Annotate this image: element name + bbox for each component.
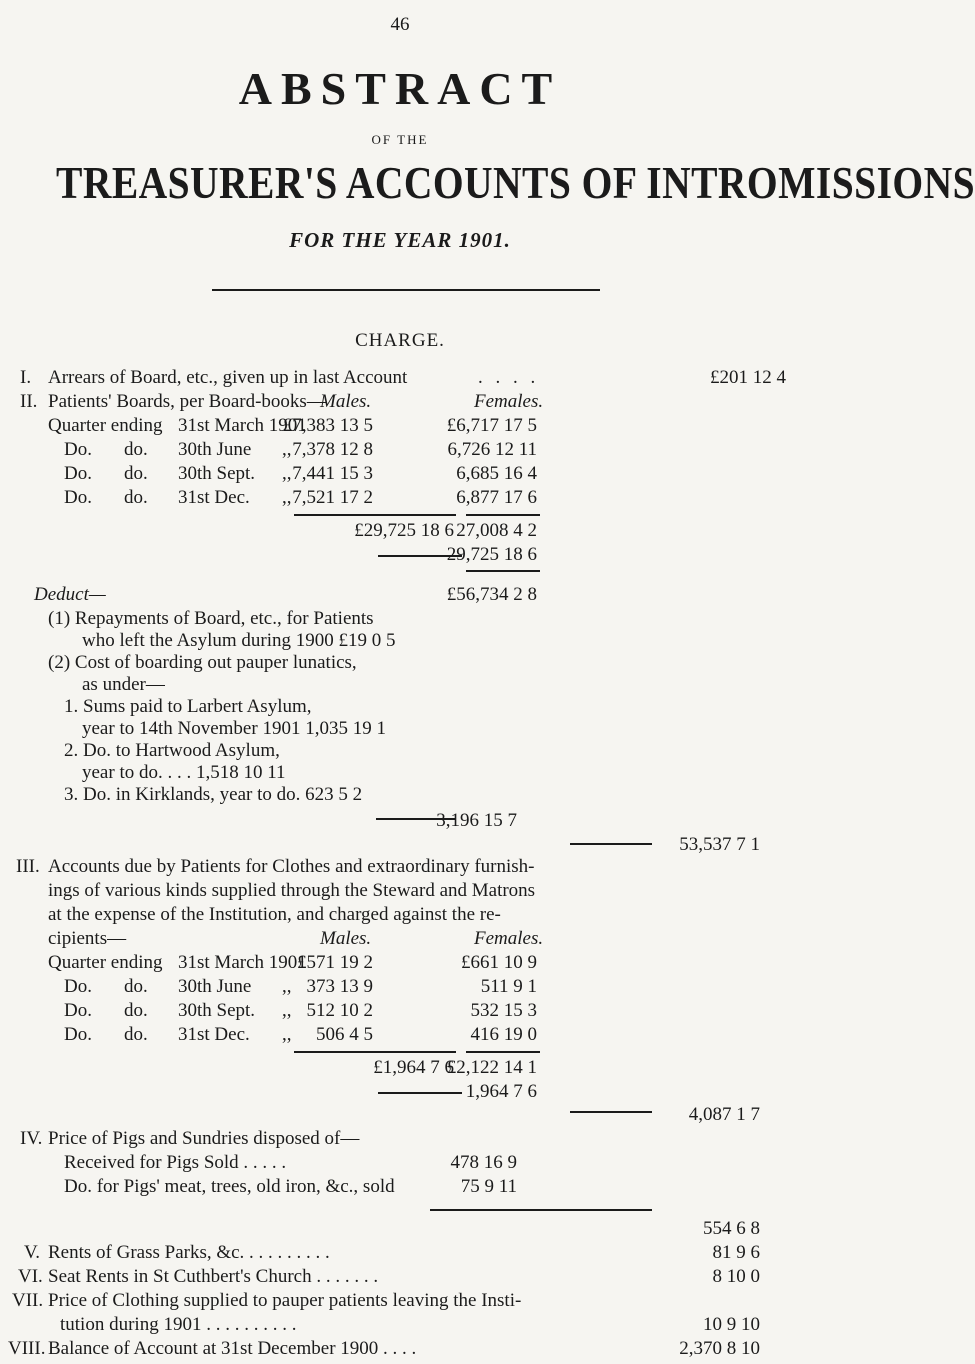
table-cell-label: Quarter ending xyxy=(48,415,163,436)
section-4-total: 554 6 8 xyxy=(703,1218,760,1239)
table-cell-males: 7,521 17 2 xyxy=(292,487,373,508)
section-3-line-1: Accounts due by Patients for Clothes and extraordinary furnish- xyxy=(48,856,535,877)
section-2-text: Patients' Boards, per Board-books— xyxy=(48,391,326,412)
section-4-row-2-amount: 75 9 11 xyxy=(460,1176,517,1197)
table-cell-ditto: ,, xyxy=(282,976,292,997)
deduct-label: Deduct— xyxy=(34,584,106,605)
table-cell-date: 31st Dec. xyxy=(178,487,250,508)
table-cell-label-2: do. xyxy=(124,487,148,508)
table-cell-females: 511 9 1 xyxy=(480,976,537,997)
table-cell-males: £7,383 13 5 xyxy=(282,415,373,436)
table-cell-ditto: ,, xyxy=(282,1000,292,1021)
table-cell-date: 31st March 1901 xyxy=(178,952,307,973)
section-3-line-4: cipients— xyxy=(48,928,127,949)
section-2-net-amount: 53,537 7 1 xyxy=(679,834,760,855)
section-7-amount: 10 9 10 xyxy=(703,1314,760,1335)
section-2-number: II. xyxy=(20,391,38,412)
table-cell-ditto: ,, xyxy=(282,439,292,460)
males-subtotal-rule xyxy=(294,514,456,516)
table-cell-date: 30th June xyxy=(178,976,252,997)
table-cell-date: 31st Dec. xyxy=(178,1024,250,1045)
table-cell-females: 532 15 3 xyxy=(470,1000,537,1021)
table-cell-females: 6,877 17 6 xyxy=(456,487,537,508)
section-3-number: III. xyxy=(16,856,40,877)
grand-rule xyxy=(466,570,540,572)
table-cell-ditto: ,, xyxy=(282,487,292,508)
deduct-item-1-line-2: who left the Asylum during 1900 £19 0 5 xyxy=(82,630,396,651)
heading-rule xyxy=(212,289,600,291)
net-rule-1 xyxy=(570,843,652,845)
table-cell-date: 30th June xyxy=(178,439,252,460)
table-cell-label-2: do. xyxy=(124,1000,148,1021)
deduct-item-1-line-1: (1) Repayments of Board, etc., for Patients xyxy=(48,608,374,629)
deduct-total: 3,196 15 7 xyxy=(436,810,517,831)
section-5-amount: 81 9 6 xyxy=(712,1242,760,1263)
table-cell-label-2: do. xyxy=(124,976,148,997)
section-2-grand-total: £56,734 2 8 xyxy=(446,584,537,605)
section-3-line-2: ings of various kinds supplied through the Steward and Matrons xyxy=(48,880,536,901)
table-cell-males: £571 19 2 xyxy=(297,952,373,973)
section-2-females-header: Females. xyxy=(474,391,544,412)
deduct-sub-3: 3. Do. in Kirklands, year to do. 623 5 2 xyxy=(64,784,363,805)
table-cell-ditto: ,, xyxy=(282,1024,292,1045)
table-cell-ditto: ,, xyxy=(282,463,292,484)
page-number: 46 xyxy=(390,14,410,35)
section-3-net-amount: 4,087 1 7 xyxy=(688,1104,760,1125)
table-cell-females: £6,717 17 5 xyxy=(446,415,537,436)
section-4-row-1-text: Received for Pigs Sold . . . . . xyxy=(64,1152,287,1173)
section-7-number: VII. xyxy=(12,1290,44,1311)
year-heading: FOR THE YEAR 1901. xyxy=(289,228,511,252)
table-cell-label: Quarter ending xyxy=(48,952,163,973)
section-7-line-1: Price of Clothing supplied to pauper patients leaving the Insti- xyxy=(48,1290,522,1311)
section-4-row-1-amount: 478 16 9 xyxy=(450,1152,517,1173)
section-3-males-carried: 1,964 7 6 xyxy=(465,1081,537,1102)
table-cell-males: 512 10 2 xyxy=(306,1000,373,1021)
section-3-females-rule xyxy=(466,1051,540,1053)
section-8-amount: 2,370 8 10 xyxy=(679,1338,760,1359)
table-cell-label: Do. xyxy=(64,463,92,484)
table-cell-females: 6,685 16 4 xyxy=(456,463,537,484)
section-4-row-2-text: Do. for Pigs' meat, trees, old iron, &c., sold xyxy=(64,1176,395,1197)
section-1-number: I. xyxy=(20,367,32,388)
table-cell-males: 7,378 12 8 xyxy=(292,439,373,460)
table-cell-females: 6,726 12 11 xyxy=(447,439,537,460)
table-cell-males: 506 4 5 xyxy=(316,1024,373,1045)
section-6-text: Seat Rents in St Cuthbert's Church . . . . . . . xyxy=(48,1266,379,1287)
main-heading: TREASURER'S ACCOUNTS OF INTROMISSIONS xyxy=(56,157,975,208)
deduct-sub-1-line-1: 1. Sums paid to Larbert Asylum, xyxy=(64,696,312,717)
females-subtotal-rule xyxy=(466,514,540,516)
section-1-dots: . . . . xyxy=(478,367,540,388)
table-cell-date: 30th Sept. xyxy=(178,1000,256,1021)
section-3-females-header: Females. xyxy=(474,928,544,949)
section-5-number: V. xyxy=(24,1242,41,1263)
section-3-carry-rule xyxy=(378,1092,462,1094)
section-2-males-header: Males. xyxy=(320,391,372,412)
section-1-text: Arrears of Board, etc., given up in last Account xyxy=(48,367,408,388)
section-6-amount: 8 10 0 xyxy=(712,1266,760,1287)
section-3-males-header: Males. xyxy=(320,928,372,949)
section-8-text: Balance of Account at 31st December 1900 . . . . xyxy=(48,1338,417,1359)
table-cell-label-2: do. xyxy=(124,463,148,484)
table-cell-males: 373 13 9 xyxy=(306,976,373,997)
table-cell-label: Do. xyxy=(64,1000,92,1021)
section-8-number: VIII. xyxy=(8,1338,46,1359)
section-4-number: IV. xyxy=(20,1128,43,1149)
section-2-males-carried: 29,725 18 6 xyxy=(446,544,537,565)
section-4-text: Price of Pigs and Sundries disposed of— xyxy=(48,1128,360,1149)
abstract-title: ABSTRACT xyxy=(238,63,562,114)
section-3-females-total: £2,122 14 1 xyxy=(446,1057,537,1078)
section-3-line-3: at the expense of the Institution, and charged against the re- xyxy=(48,904,501,925)
net-rule-2 xyxy=(570,1111,652,1113)
table-cell-date: 31st March 1901 xyxy=(178,415,307,436)
deduct-item-2-line-1: (2) Cost of boarding out pauper lunatics, xyxy=(48,652,357,673)
section-3-males-total: £1,964 7 6 xyxy=(373,1057,454,1078)
section-6-number: VI. xyxy=(18,1266,43,1287)
section-5-text: Rents of Grass Parks, &c. . . . . . . . . . xyxy=(48,1242,330,1263)
table-cell-label-2: do. xyxy=(124,1024,148,1045)
deduct-sub-1-line-2: year to 14th November 1901 1,035 19 1 xyxy=(82,718,386,739)
table-cell-label-2: do. xyxy=(124,439,148,460)
table-cell-label: Do. xyxy=(64,1024,92,1045)
section-3-males-rule xyxy=(294,1051,456,1053)
deduct-item-2-line-2: as under— xyxy=(82,674,165,695)
charge-heading: CHARGE. xyxy=(355,330,445,351)
section-2-females-total: 27,008 4 2 xyxy=(456,520,537,541)
deduct-sub-2-line-2: year to do. . . . 1,518 10 11 xyxy=(82,762,286,783)
section-7-line-2: tution during 1901 . . . . . . . . . . xyxy=(60,1314,297,1335)
section-1-amount: £201 12 4 xyxy=(710,367,786,388)
table-cell-label: Do. xyxy=(64,976,92,997)
table-cell-label: Do. xyxy=(64,439,92,460)
table-cell-label: Do. xyxy=(64,487,92,508)
table-cell-males: 7,441 15 3 xyxy=(292,463,373,484)
table-cell-females: £661 10 9 xyxy=(461,952,537,973)
deduct-sub-2-line-1: 2. Do. to Hartwood Asylum, xyxy=(64,740,280,761)
of-the-subtitle: OF THE xyxy=(371,132,429,147)
section-2-males-total: £29,725 18 6 xyxy=(354,520,454,541)
table-cell-females: 416 19 0 xyxy=(470,1024,537,1045)
table-cell-date: 30th Sept. xyxy=(178,463,256,484)
section-4-rule xyxy=(430,1209,652,1211)
